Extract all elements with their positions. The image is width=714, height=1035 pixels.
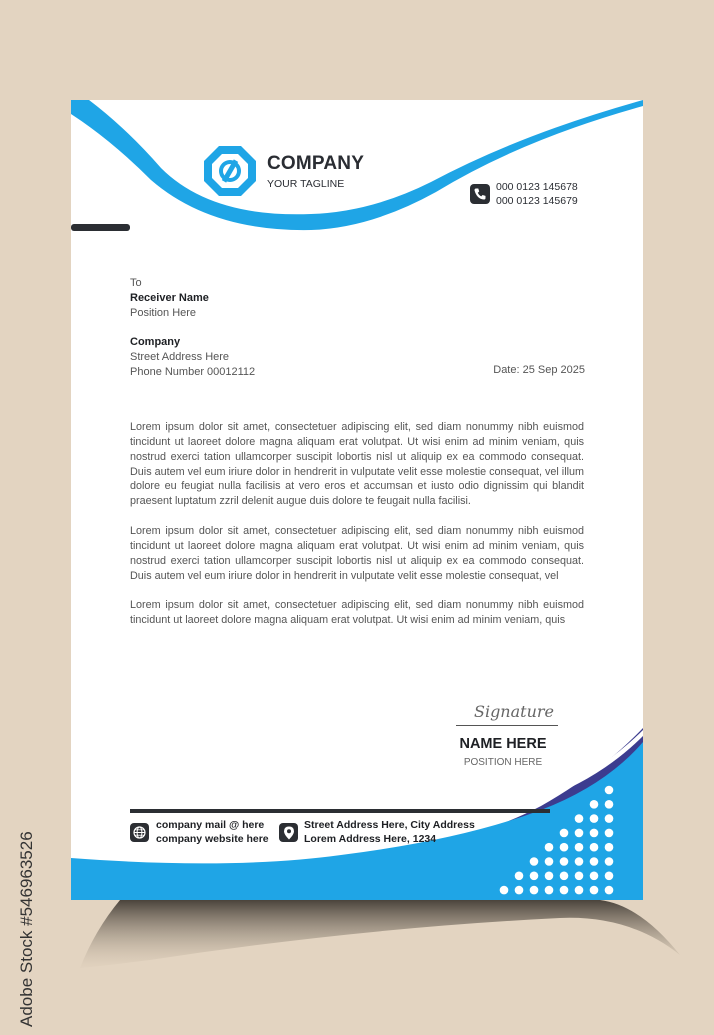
decor-dot	[530, 872, 539, 881]
signer-name: NAME HERE	[459, 736, 547, 752]
octagon-logo-icon	[203, 145, 257, 197]
decor-dot	[575, 814, 584, 823]
decor-dot	[590, 800, 599, 809]
footer-contact	[156, 819, 269, 846]
letter-date: Date: 25 Sep 2025	[493, 364, 585, 376]
decor-dot	[500, 886, 509, 895]
left-accent-bar	[71, 224, 130, 231]
body-paragraph: Lorem ipsum dolor sit amet, consectetuer adipiscing elit, sed diam nonummy nibh euismod tincidunt ut laoreet dolore magna aliquam erat volutpat. Ut wisi enim ad minim veniam, quis nostrud exerci tation ullamcorper suscipit lobortis nisl ut aliquip ex ea commodo consequat. Duis autem vel eum iriure dolor in hendrerit in vulputate velit esse molestie consequat, vel	[130, 525, 584, 582]
receiver-phone: Phone Number 00012112	[130, 366, 256, 378]
decor-dot	[575, 857, 584, 866]
decor-dot	[515, 886, 524, 895]
decor-dot	[545, 872, 554, 881]
phone-number-1: 000 0123 145678	[496, 181, 578, 193]
company-tagline: YOUR TAGLINE	[267, 178, 345, 190]
decor-dot	[590, 872, 599, 881]
decor-dot	[590, 814, 599, 823]
letter-body	[130, 420, 584, 643]
decor-dot	[575, 872, 584, 881]
globe-icon	[130, 823, 149, 842]
stock-watermark-id	[4, 755, 44, 1035]
location-pin-icon	[279, 823, 298, 842]
decor-dot	[560, 829, 569, 838]
phone-icon	[470, 184, 490, 204]
decor-dot	[530, 886, 539, 895]
receiver-name: Receiver Name	[130, 292, 209, 304]
decor-dot	[590, 829, 599, 838]
decor-dot	[605, 814, 614, 823]
receiver-street: Street Address Here	[130, 351, 230, 363]
phone-numbers	[496, 181, 578, 208]
footer-website: company website here	[156, 832, 269, 845]
decor-dot	[560, 857, 569, 866]
decor-dot	[545, 843, 554, 852]
decor-dot	[605, 843, 614, 852]
body-paragraph: Lorem ipsum dolor sit amet, consectetuer adipiscing elit, sed diam nonummy nibh euismod tincidunt ut laoreet dolore magna aliquam erat volutpat. Ut wisi enim ad minim veniam, quis nostrud exerci tation ullamcorper suscipit lobortis nisl ut aliquip ex ea commodo consequat. Duis autem vel eum iriure dolor in hendrerit in vulputate velit esse molestie consequat, vel illum dolore eu feugiat nulla facilisis at vero eros et accumsan et iusto odio dignissim qui blandit praesent luptatum zzril delenit augue duis dolore te feugait nulla facilisi.	[130, 421, 584, 508]
decor-dot	[605, 886, 614, 895]
signature-script: Signature	[473, 702, 554, 721]
footer-address	[304, 819, 475, 846]
decor-dot	[590, 886, 599, 895]
footer-address-line1: Street Address Here, City Address	[304, 819, 475, 831]
stock-watermark-text: Adobe Stock #546963526	[17, 831, 36, 1027]
to-label: To	[130, 277, 142, 289]
phone-number-2: 000 0123 145679	[496, 194, 578, 207]
decor-dot	[560, 872, 569, 881]
decor-dot	[590, 843, 599, 852]
body-paragraph: Lorem ipsum dolor sit amet, consectetuer adipiscing elit, sed diam nonummy nibh euismod tincidunt ut laoreet dolore magna aliquam erat volutpat. Ut wisi enim ad minim veniam, quis	[130, 599, 584, 627]
footer-rule	[130, 809, 550, 813]
company-name: COMPANY	[267, 153, 365, 174]
signer-position: POSITION HERE	[463, 757, 543, 768]
decor-dot	[545, 886, 554, 895]
recipient-block	[130, 276, 255, 380]
decor-dot	[560, 886, 569, 895]
decor-dot	[605, 872, 614, 881]
decor-dot	[590, 857, 599, 866]
decor-dot	[530, 857, 539, 866]
receiver-company: Company	[130, 336, 181, 348]
decor-dot	[545, 857, 554, 866]
decor-dot	[560, 843, 569, 852]
decor-dot	[605, 786, 614, 795]
decor-dot	[515, 872, 524, 881]
receiver-position: Position Here	[130, 307, 197, 319]
decor-dot	[605, 829, 614, 838]
decor-dot	[605, 857, 614, 866]
decor-dot	[605, 800, 614, 809]
footer-address-line2: Lorem Address Here, 1234	[304, 832, 437, 845]
decor-dot	[575, 829, 584, 838]
decor-dot	[575, 886, 584, 895]
decor-dot	[575, 843, 584, 852]
signature-line	[456, 725, 558, 726]
footer-email: company mail @ here	[156, 819, 265, 831]
letterhead-sheet	[71, 100, 643, 900]
